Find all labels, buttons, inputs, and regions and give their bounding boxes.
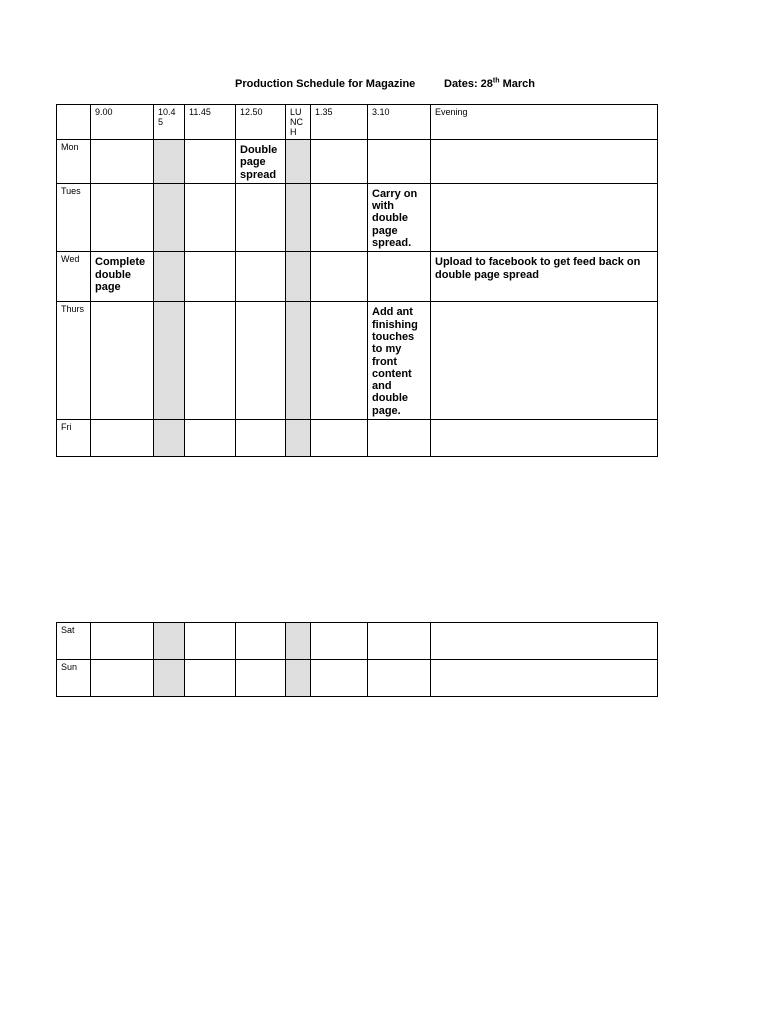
header-cell-1145: 11.45: [185, 105, 236, 140]
cell: [236, 252, 286, 302]
weekend-schedule-table: [56, 622, 658, 697]
row-wed: [57, 252, 658, 302]
cell: [368, 420, 431, 457]
cell: [368, 140, 431, 184]
cell: [185, 183, 236, 251]
shaded-cell: [154, 183, 185, 251]
entry-tues-310: Carry on with double page spread.: [372, 187, 418, 250]
cell: [368, 660, 431, 697]
shaded-cell: [286, 623, 311, 660]
day-label-thurs: Thurs: [57, 302, 91, 420]
cell: [311, 302, 368, 420]
cell: [236, 660, 286, 697]
dates-prefix: Dates: 28: [444, 78, 493, 90]
cell: [185, 252, 236, 302]
cell: [236, 183, 286, 251]
cell: [91, 183, 154, 251]
shaded-cell: [286, 660, 311, 697]
cell-wed-evening: [431, 252, 658, 302]
cell: [91, 140, 154, 184]
day-label-fri: Fri: [57, 420, 91, 457]
cell: [185, 623, 236, 660]
shaded-cell: [154, 302, 185, 420]
shaded-cell: [154, 252, 185, 302]
cell-tues-310: [368, 183, 431, 251]
shaded-cell: [154, 660, 185, 697]
entry-mon-1250: Double page spread: [240, 144, 278, 181]
row-tues: [57, 183, 658, 251]
cell: [431, 660, 658, 697]
row-sun: [57, 660, 658, 697]
cell: [311, 183, 368, 251]
day-label-wed: Wed: [57, 252, 91, 302]
shaded-cell: [286, 252, 311, 302]
cell: [311, 252, 368, 302]
cell: [185, 420, 236, 457]
row-thurs: [57, 302, 658, 420]
header-cell-blank: [57, 105, 91, 140]
row-sat: [57, 623, 658, 660]
header-cell-900: 9.00: [91, 105, 154, 140]
day-label-mon: Mon: [57, 140, 91, 184]
shaded-cell: [286, 183, 311, 251]
cell: [368, 252, 431, 302]
shaded-cell: [286, 302, 311, 420]
cell-wed-900: [91, 252, 154, 302]
cell: [311, 140, 368, 184]
cell-thurs-310: [368, 302, 431, 420]
dates-superscript: th: [492, 77, 500, 85]
cell: [91, 660, 154, 697]
row-fri: [57, 420, 658, 457]
cell: [431, 140, 658, 184]
cell: [311, 420, 368, 457]
header-cell-310: 3.10: [368, 105, 431, 140]
cell: [431, 302, 658, 420]
cell: [431, 183, 658, 251]
cell: [185, 140, 236, 184]
entry-thurs-310: Add ant finishing touches to my front content and double page.: [372, 306, 418, 417]
document-title: Production Schedule for Magazine: [235, 78, 416, 90]
cell: [236, 420, 286, 457]
entry-wed-evening: Upload to facebook to get feed back on double page spread: [435, 256, 641, 281]
cell: [236, 302, 286, 420]
entry-wed-900: Complete double page: [95, 256, 146, 293]
dates-suffix: March: [499, 78, 535, 90]
header-row: [57, 105, 658, 140]
header-cell-1045: 10.4 5: [154, 105, 185, 140]
header-cell-lunch: LU NC H: [286, 105, 311, 140]
day-label-sat: Sat: [57, 623, 91, 660]
cell-mon-1250: [236, 140, 286, 184]
cell: [368, 623, 431, 660]
cell: [185, 660, 236, 697]
day-label-sun: Sun: [57, 660, 91, 697]
shaded-cell: [154, 420, 185, 457]
cell: [431, 420, 658, 457]
document-header: [0, 78, 768, 96]
header-cell-1250: 12.50: [236, 105, 286, 140]
dates-label: [444, 78, 535, 90]
cell: [91, 302, 154, 420]
cell: [185, 302, 236, 420]
shaded-cell: [286, 420, 311, 457]
header-cell-135: 1.35: [311, 105, 368, 140]
cell: [91, 623, 154, 660]
day-label-tues: Tues: [57, 183, 91, 251]
shaded-cell: [154, 623, 185, 660]
shaded-cell: [154, 140, 185, 184]
cell: [236, 623, 286, 660]
weekday-schedule-table: [56, 104, 658, 457]
cell: [311, 660, 368, 697]
row-mon: [57, 140, 658, 184]
cell: [431, 623, 658, 660]
shaded-cell: [286, 140, 311, 184]
cell: [91, 420, 154, 457]
header-cell-evening: Evening: [431, 105, 658, 140]
cell: [311, 623, 368, 660]
